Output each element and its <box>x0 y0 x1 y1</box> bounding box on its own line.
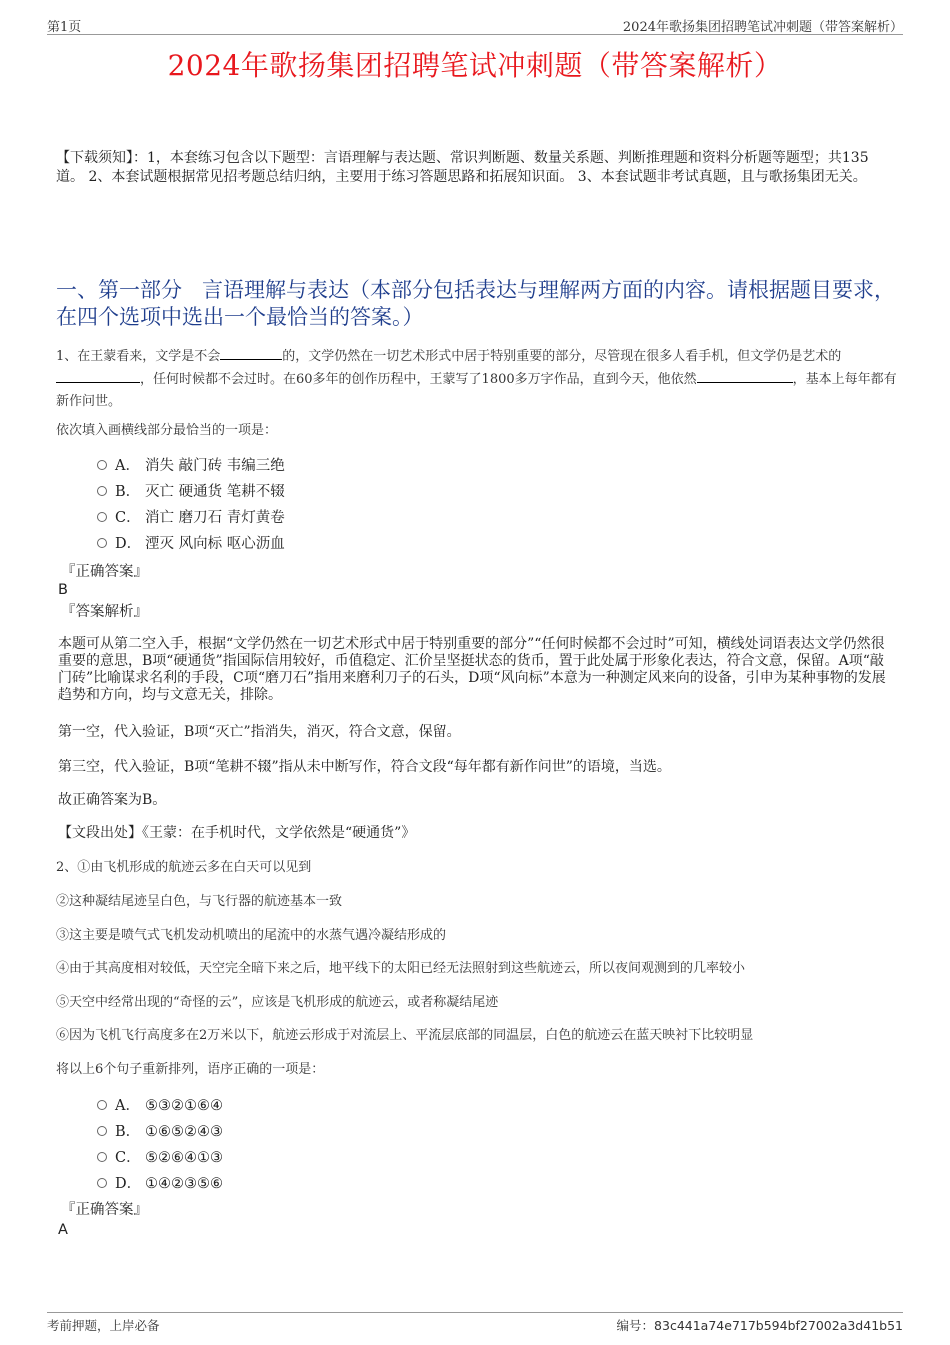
q2-option-b[interactable]: B． ①⑥⑤②④③ <box>97 1119 223 1145</box>
q1-option-b[interactable]: B． 灭亡 硬通货 笔耕不辍 <box>97 479 285 505</box>
q2-line-1: 2、①由飞机形成的航迹云多在白天可以见到 <box>56 860 312 875</box>
radio-icon[interactable] <box>97 486 107 496</box>
q2-prompt: 将以上6个句子重新排列，语序正确的一项是： <box>56 1062 325 1077</box>
footer-code: 编号：83c441a74e717b594bf27002a3d41b51 <box>616 1318 903 1333</box>
q1-prompt: 依次填入画横线部分最恰当的一项是： <box>56 423 278 438</box>
radio-icon[interactable] <box>97 460 107 470</box>
q2-answer-label: 『正确答案』 <box>61 1202 148 1218</box>
q1-analysis-para-3: 第三空，代入验证，B项“笔耕不辍”指从未中断写作，符合文段“每年都有新作问世”的语境，当选。 <box>58 759 671 775</box>
q1-text-a: 1、在王蒙看来，文学是不会 <box>56 349 221 364</box>
q1-text-c: ，任何时候都不会过时。在60多年的创作历程中，王蒙写了1800多万字作品，直到今天，他依然 <box>140 372 697 387</box>
section-heading <box>56 277 896 331</box>
q2-option-c[interactable]: C． ⑤②⑥④①③ <box>97 1145 223 1171</box>
q2-line-6: ⑥因为飞机飞行高度多在2万米以下，航迹云形成于对流层上、平流层底部的同温层，白色的航迹云在蓝天映衬下比较明显 <box>56 1028 754 1043</box>
q1-option-c[interactable]: C． 消亡 磨刀石 青灯黄卷 <box>97 505 285 531</box>
header-doc-title: 2024年歌扬集团招聘笔试冲刺题（带答案解析） <box>622 20 903 35</box>
q2-answer: A <box>58 1222 68 1238</box>
q1-text-d: ，基本上每年都有新作问世。 <box>56 372 897 409</box>
q1-blank-3 <box>697 368 793 383</box>
q1-text-b: 的，文学仍然在一切艺术形式中居于特别重要的部分，尽管现在很多人看手机，但文学仍是艺术的 <box>282 349 842 364</box>
q1-option-d[interactable]: D． 湮灭 风向标 呕心沥血 <box>97 531 285 557</box>
q1-option-a[interactable]: A． 消失 敲门砖 韦编三绝 <box>97 453 285 479</box>
q1-options <box>97 453 285 557</box>
q1-answer: B <box>58 582 68 598</box>
q2-line-5: ⑤天空中经常出现的“奇怪的云”，应该是飞机形成的航迹云，或者称凝结尾迹 <box>56 995 499 1010</box>
q2-option-d[interactable]: D． ①④②③⑤⑥ <box>97 1171 223 1197</box>
q1-analysis-para-4: 故正确答案为B。 <box>58 792 167 808</box>
radio-icon[interactable] <box>97 1100 107 1110</box>
page-number: 第1页 <box>47 20 82 35</box>
page-footer <box>47 1312 903 1333</box>
radio-icon[interactable] <box>97 512 107 522</box>
q1-blank-2 <box>56 368 140 383</box>
q2-options <box>97 1093 223 1197</box>
section-title: 言语理解与表达（本部分包括表达与理解两方面的内容。请根据题目要求，在四个选项中选出一个最恰当的答案。） <box>56 278 895 329</box>
radio-icon[interactable] <box>97 538 107 548</box>
q2-option-a[interactable]: A． ⑤③②①⑥④ <box>97 1093 223 1119</box>
question-1-stem <box>56 345 898 413</box>
radio-icon[interactable] <box>97 1126 107 1136</box>
q1-analysis-para-1: 本题可从第二空入手，根据“文学仍然在一切艺术形式中居于特别重要的部分”“任何时候都不会过时”可知，横线处词语表达文学仍然很重要的意思，B项“硬通货”指国际信用较好，币值稳定、汇价呈坚挺状态的货币，置于此处属于形象化表达，符合文意，保留。A项“敲门砖”比喻谋求名利的手段，C项“磨刀石”指用来磨利刀子的石头，D项“风向标”本意为一种测定风来向的设备，引申为某种事物的发展趋势和方向，均与文意无关，排除。 <box>58 636 886 703</box>
q1-answer-label: 『正确答案』 <box>61 564 148 580</box>
q2-line-3: ③这主要是喷气式飞机发动机喷出的尾流中的水蒸气遇冷凝结形成的 <box>56 928 447 943</box>
radio-icon[interactable] <box>97 1152 107 1162</box>
section-part: 一、第一部分 <box>56 278 182 302</box>
q2-line-2: ②这种凝结尾迹呈白色，与飞行器的航迹基本一致 <box>56 894 343 909</box>
q1-analysis-label: 『答案解析』 <box>61 604 148 620</box>
download-notice: 【下载须知】：1，本套练习包含以下题型：言语理解与表达题、常识判断题、数量关系题、判断推理题和资料分析题等题型；共135道。 2、本套试题根据常见招考题总结归纳，主要用于练习答题思路和拓展知识面。 3、本套试题非考试真题，且与歌扬集团无关。 <box>56 150 869 185</box>
radio-icon[interactable] <box>97 1178 107 1188</box>
q2-line-4: ④由于其高度相对较低，天空完全暗下来之后，地平线下的太阳已经无法照射到这些航迹云，所以夜间观测到的几率较小 <box>56 961 746 976</box>
footer-slogan: 考前押题，上岸必备 <box>47 1318 160 1333</box>
page-header <box>47 14 903 35</box>
q1-blank-1 <box>220 345 282 360</box>
q1-source: 【文段出处】《王蒙：在手机时代，文学依然是“硬通货”》 <box>58 825 416 841</box>
page-title: 2024年歌扬集团招聘笔试冲刺题（带答案解析） <box>167 49 783 82</box>
q1-analysis-para-2: 第一空，代入验证，B项“灭亡”指消失，消灭，符合文意，保留。 <box>58 724 461 740</box>
